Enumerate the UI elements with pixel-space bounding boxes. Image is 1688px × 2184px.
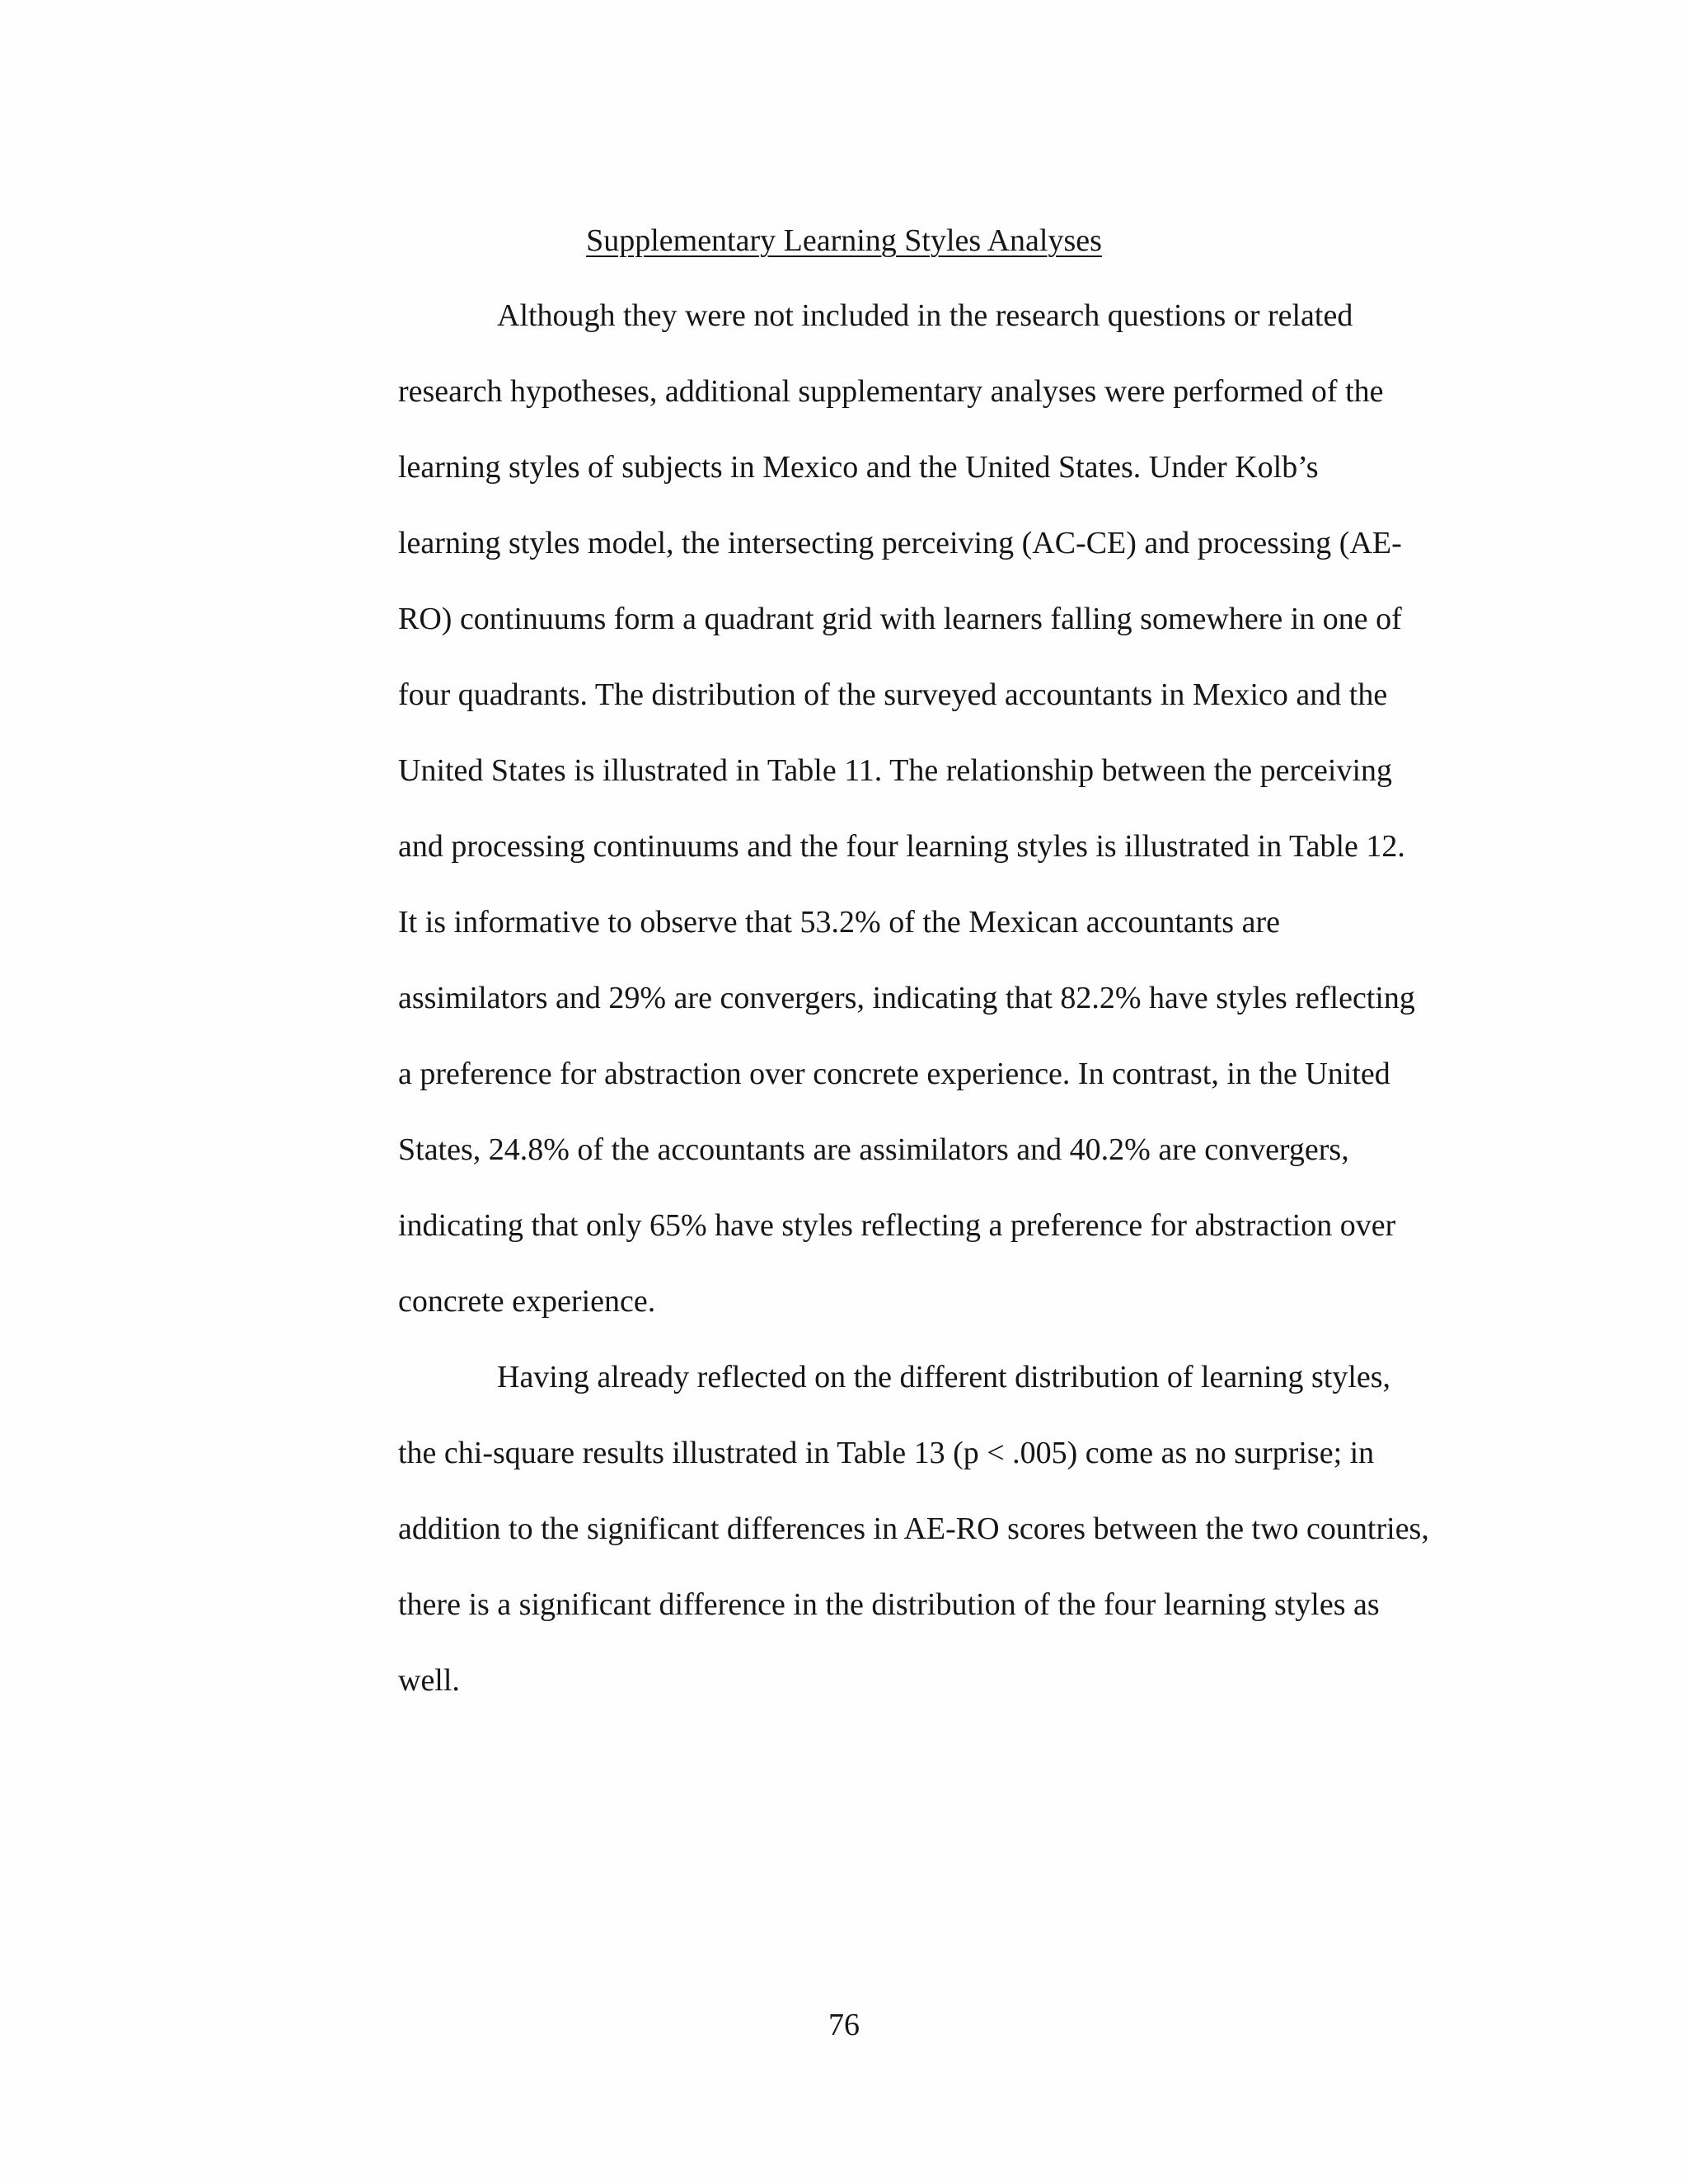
text-line: the chi-square results illustrated in Table 13 (p < .005) come as no surprise; in (398, 1436, 1375, 1470)
text-line: indicating that only 65% have styles reflecting a preference for abstraction over (398, 1208, 1396, 1243)
page-number: 76 (828, 2008, 860, 2042)
text-line: assimilators and 29% are convergers, indicating that 82.2% have styles reflecting (398, 981, 1415, 1015)
text-line: United States is illustrated in Table 11. The relationship between the perceiving (398, 753, 1392, 788)
text-line: RO) continuums form a quadrant grid with learners falling somewhere in one of (398, 602, 1402, 636)
text-line: there is a significant difference in the distribution of the four learning styles as (398, 1587, 1380, 1622)
text-line: learning styles model, the intersecting perceiving (AC-CE) and processing (AE- (398, 526, 1402, 560)
text-line: research hypotheses, additional supplementary analyses were performed of the (398, 374, 1384, 409)
text-line: Having already reflected on the different distribution of learning styles, (497, 1360, 1391, 1394)
text-line: learning styles of subjects in Mexico and the United States. Under Kolb’s (398, 450, 1319, 485)
text-line: four quadrants. The distribution of the surveyed accountants in Mexico and the (398, 677, 1388, 712)
text-line: concrete experience. (398, 1284, 656, 1319)
text-line: a preference for abstraction over concrete experience. In contrast, in the United (398, 1057, 1390, 1091)
text-line: States, 24.8% of the accountants are assimilators and 40.2% are convergers, (398, 1132, 1349, 1167)
text-line: and processing continuums and the four learning styles is illustrated in Table 12. (398, 829, 1405, 864)
text-line: addition to the significant differences in AE-RO scores between the two countries, (398, 1511, 1429, 1546)
text-line: It is informative to observe that 53.2% of the Mexican accountants are (398, 905, 1280, 940)
text-line: Although they were not included in the research questions or related (497, 298, 1353, 333)
section-heading: Supplementary Learning Styles Analyses (586, 223, 1102, 258)
text-line: well. (398, 1663, 460, 1698)
